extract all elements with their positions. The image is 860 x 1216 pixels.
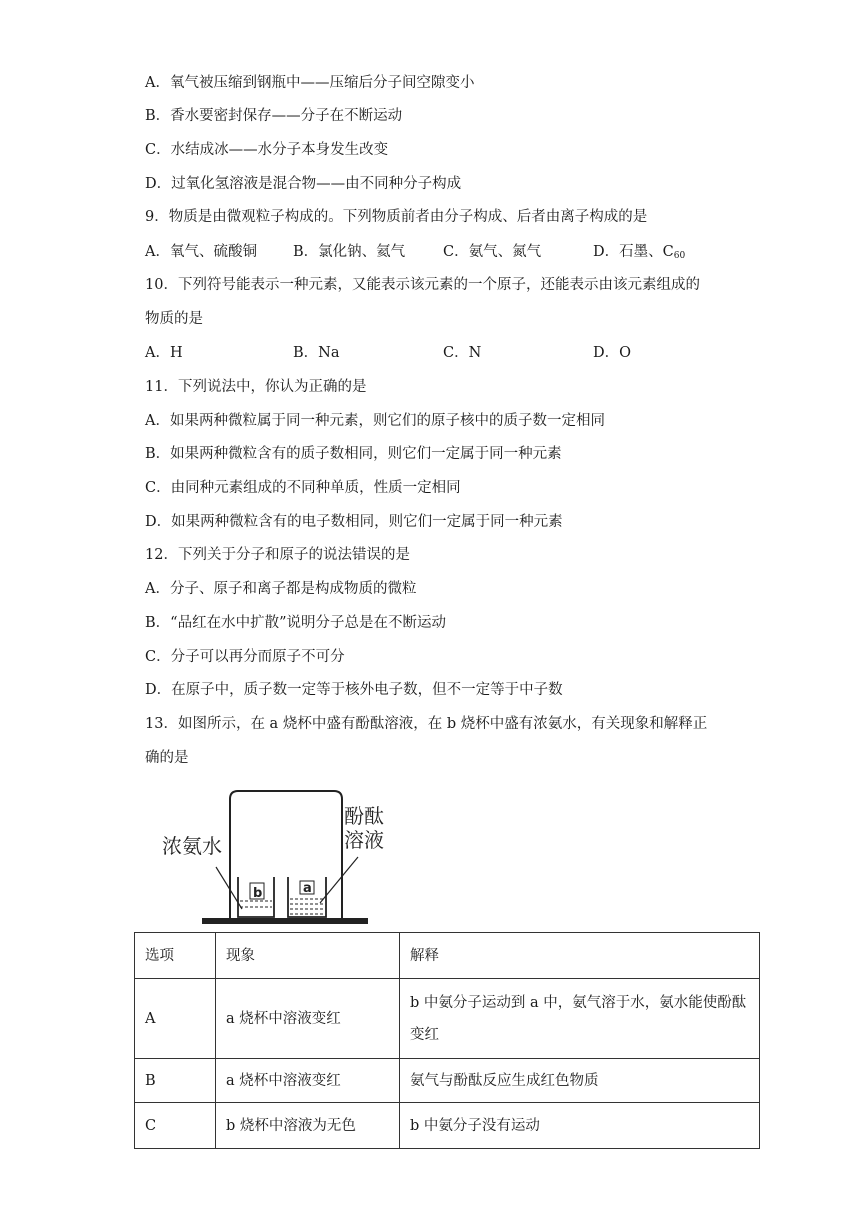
q9-option-a: A．氧气、硫酸铜 (145, 244, 257, 260)
table-cell-explanation: b 中氨分子没有运动 (400, 1103, 760, 1149)
table-cell-phenomenon: a 烧杯中溶液变红 (216, 979, 400, 1059)
q12-option-b: B．“品红在水中扩散”说明分子总是在不断运动 (145, 615, 446, 631)
q9-stem: 9．物质是由微观粒子构成的。下列物质前者由分子构成、后者由离子构成的是 (145, 209, 648, 225)
table-row (135, 1103, 760, 1149)
table-header-option: 选项 (135, 933, 216, 979)
q13-stem-line2: 确的是 (145, 750, 189, 766)
q8-option-a: A．氧气被压缩到钢瓶中——压缩后分子间空隙变小 (145, 75, 475, 91)
q10-stem-line1: 10．下列符号能表示一种元素，又能表示该元素的一个原子，还能表示由该元素组成的 (145, 277, 700, 293)
q10-option-b: B．Na (293, 345, 340, 361)
label-phenolphthalein-1: 酚酞 (344, 804, 384, 828)
q9-option-c: C．氨气、氮气 (443, 244, 542, 260)
q11-option-d: D．如果两种微粒含有的电子数相同，则它们一定属于同一种元素 (145, 514, 563, 530)
label-beaker-a: a (303, 881, 312, 896)
table-header-phenomenon: 现象 (216, 933, 400, 979)
answer-table (134, 932, 760, 1149)
table-cell-option: A (135, 979, 216, 1059)
table-cell-explanation-line1: b 中氨分子运动到 a 中，氨气溶于水，氨水能使酚酞 (410, 994, 747, 1011)
table-cell-explanation (400, 979, 760, 1059)
table-cell-explanation-line2: 变红 (410, 1026, 439, 1043)
q11-stem: 11．下列说法中，你认为正确的是 (145, 379, 367, 395)
q13-stem-line1: 13．如图所示，在 a 烧杯中盛有酚酞溶液，在 b 烧杯中盛有浓氨水，有关现象和解释正 (145, 716, 708, 732)
q12-option-d: D．在原子中，质子数一定等于核外电子数，但不一定等于中子数 (145, 682, 563, 698)
table-cell-option: C (135, 1103, 216, 1149)
table-row (135, 1059, 760, 1103)
q10-stem-line2: 物质的是 (145, 311, 203, 327)
q11-option-c: C．由同种元素组成的不同种单质，性质一定相同 (145, 480, 461, 496)
table-header-explanation: 解释 (400, 933, 760, 979)
q9-option-d-subscript: 60 (673, 251, 686, 261)
q10-options (145, 343, 745, 363)
q11-option-b: B．如果两种微粒含有的质子数相同，则它们一定属于同一种元素 (145, 446, 562, 462)
q12-stem: 12．下列关于分子和原子的说法错误的是 (145, 547, 410, 563)
q10-option-d: D．O (593, 345, 632, 361)
beaker-diagram (158, 785, 398, 930)
q10-option-c: C．N (443, 345, 482, 361)
base-plate (202, 918, 368, 924)
table-cell-explanation: 氨气与酚酞反应生成红色物质 (400, 1059, 760, 1103)
q12-option-c: C．分子可以再分而原子不可分 (145, 649, 345, 665)
label-beaker-b: b (253, 886, 263, 901)
q9-option-b: B．氯化钠、氦气 (293, 244, 406, 260)
q9-option-d-text: D．石墨、C (593, 244, 674, 260)
table-cell-phenomenon: a 烧杯中溶液变红 (216, 1059, 400, 1103)
table-header-row (135, 933, 760, 979)
q9-options (145, 242, 745, 262)
q8-option-d: D．过氧化氢溶液是混合物——由不同种分子构成 (145, 176, 462, 192)
q8-option-c: C．水结成冰——水分子本身发生改变 (145, 142, 389, 158)
label-phenolphthalein-2: 溶液 (344, 828, 384, 852)
table-cell-option: B (135, 1059, 216, 1103)
q9-option-d (593, 242, 685, 266)
table-row (135, 979, 760, 1059)
q12-option-a: A．分子、原子和离子都是构成物质的微粒 (145, 581, 417, 597)
table-cell-phenomenon: b 烧杯中溶液为无色 (216, 1103, 400, 1149)
beaker-experiment-figure (158, 785, 398, 930)
q11-option-a: A．如果两种微粒属于同一种元素，则它们的原子核中的质子数一定相同 (145, 413, 605, 429)
q8-option-b: B．香水要密封保存——分子在不断运动 (145, 108, 403, 124)
label-ammonia-water: 浓氨水 (162, 834, 222, 858)
q10-option-a: A．H (145, 345, 183, 361)
